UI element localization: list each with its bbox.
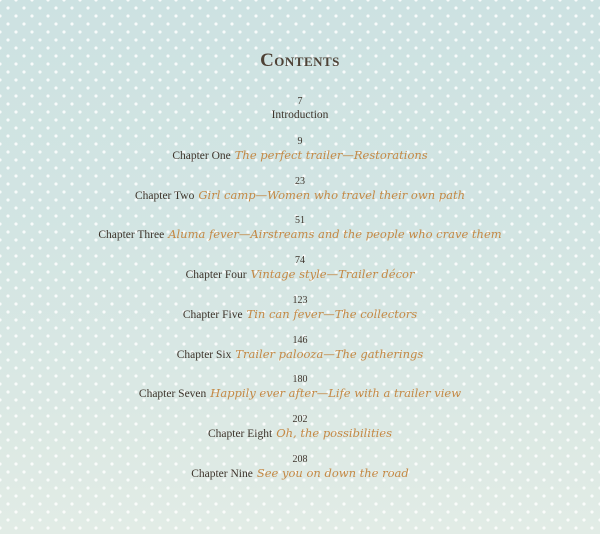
entry-subtitle: Aluma fever—Airstreams and the people who crave them [168, 227, 502, 242]
entry-line [0, 466, 600, 482]
entry-label: Chapter Eight [207, 428, 273, 440]
entry-label: Chapter Five [182, 308, 243, 321]
entry-subtitle: Vintage style—Trailer décor [250, 267, 415, 281]
toc-entry-chapter-four [0, 255, 600, 295]
page-number: 208 [292, 453, 308, 465]
entry-line [0, 148, 600, 164]
entry-subtitle: The perfect trailer—Restorations [234, 147, 428, 162]
entry-label: Chapter Four [185, 269, 247, 281]
entry-label: Chapter Three [98, 229, 165, 242]
page-number: 74 [295, 255, 305, 266]
page-number: 146 [292, 334, 308, 346]
entry-label: Chapter Six [176, 348, 232, 361]
entry-label: Chapter Two [134, 189, 195, 202]
entry-line [0, 188, 600, 204]
entry-label: Introduction [271, 109, 329, 121]
toc-entry-chapter-six [0, 335, 600, 375]
toc-entry-chapter-seven [0, 374, 600, 414]
entry-subtitle: Happily ever after—Life with a trailer view [210, 386, 462, 401]
page-number: 23 [295, 175, 305, 187]
entry-line [0, 227, 600, 243]
entry-subtitle: Trailer palooza—The gatherings [235, 346, 424, 361]
toc-entry-chapter-eight [0, 414, 600, 454]
entry-label: Chapter Nine [191, 467, 253, 480]
page-title: Contents [260, 50, 340, 71]
page-number: 9 [297, 135, 303, 147]
toc-entry-chapter-five [0, 295, 600, 335]
entry-line [0, 426, 600, 442]
entry-label: Chapter Seven [138, 388, 207, 401]
toc-entry-introduction [0, 96, 600, 136]
entry-subtitle: Tin can fever—The collectors [246, 306, 418, 321]
entry-line [0, 108, 600, 123]
page-number: 202 [292, 414, 308, 425]
page-number: 7 [297, 96, 303, 107]
toc-entry-chapter-nine [0, 454, 600, 494]
entry-line [0, 267, 600, 283]
page-number: 123 [292, 294, 308, 306]
table-of-contents [0, 96, 600, 494]
page-number: 180 [292, 374, 308, 386]
entry-subtitle: Girl camp—Women who travel their own path [198, 187, 466, 202]
entry-label: Chapter One [172, 149, 231, 162]
toc-entry-chapter-two [0, 176, 600, 216]
toc-entry-chapter-one [0, 136, 600, 176]
entry-line [0, 386, 600, 402]
page-number: 51 [295, 215, 305, 227]
entry-line [0, 347, 600, 363]
entry-subtitle: Oh, the possibilities [276, 426, 392, 440]
entry-line [0, 307, 600, 323]
toc-entry-chapter-three [0, 215, 600, 255]
entry-subtitle: See you on down the road [256, 465, 409, 480]
